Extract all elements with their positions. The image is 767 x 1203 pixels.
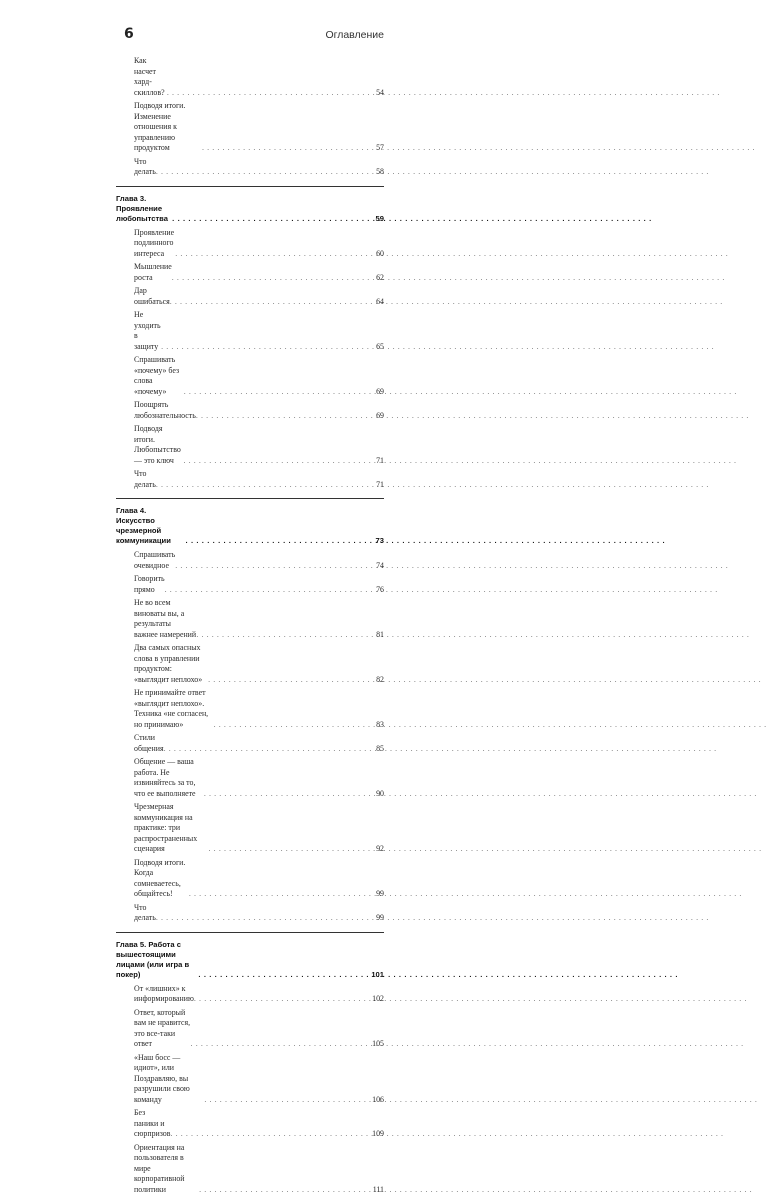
dot-leader: [183, 456, 376, 467]
toc-entry[interactable]: [116, 802, 384, 855]
entry-page: 83: [376, 720, 384, 731]
entry-title: Без паники и сюрпризов: [134, 1108, 170, 1140]
toc-entry[interactable]: [116, 469, 384, 490]
running-title: Оглавление: [325, 29, 384, 41]
dot-leader: [172, 214, 375, 224]
toc-entry[interactable]: [116, 262, 384, 283]
entry-title: Не уходить в защиту: [134, 310, 161, 352]
entry-page: 54: [376, 88, 384, 99]
toc-entry[interactable]: [116, 101, 384, 154]
entry-page: 71: [376, 480, 384, 491]
dot-leader: [204, 1095, 372, 1106]
entry-title: Ответ, который вам не нравится, это все-таки ответ: [134, 1008, 191, 1050]
dot-leader: [196, 411, 376, 422]
entry-title: Что делать: [134, 903, 156, 924]
chapter-page: 59: [376, 214, 384, 224]
page-header: [0, 26, 500, 48]
toc-section: [116, 187, 384, 499]
dot-leader: [165, 585, 376, 596]
dot-leader: [209, 844, 377, 855]
entry-page: 76: [376, 585, 384, 596]
dot-leader: [202, 143, 376, 154]
toc-entry[interactable]: [116, 757, 384, 799]
book-page: [0, 0, 500, 500]
entry-page: 105: [372, 1039, 384, 1050]
chapter-title: Глава 3. Проявление любопытства: [116, 194, 172, 224]
entry-page: 71: [376, 456, 384, 467]
toc-section: [116, 53, 384, 186]
entry-title: Не во всем виноваты вы, а результаты важнее намерений: [134, 598, 196, 640]
entry-title: Подводя итоги. Изменение отношения к управлению продуктом: [134, 101, 202, 154]
dot-leader: [170, 297, 376, 308]
chapter-page: 73: [376, 536, 384, 546]
dot-leader: [208, 675, 376, 686]
entry-title: Спрашивать очевидное: [134, 550, 175, 571]
entry-title: Дар ошибаться: [134, 286, 170, 307]
chapter-heading[interactable]: [116, 190, 384, 228]
dot-leader: [194, 994, 372, 1005]
toc-entry[interactable]: [116, 286, 384, 307]
dot-leader: [156, 480, 376, 491]
dot-leader: [156, 913, 376, 924]
dot-leader: [199, 1185, 373, 1196]
entry-page: 99: [376, 889, 384, 900]
chapter-heading[interactable]: [116, 936, 384, 984]
page-number: 6: [124, 26, 134, 42]
entry-title: Как насчет хард-скиллов?: [134, 56, 167, 98]
chapter-title: Глава 5. Работа с вышестоящими лицами (или игра в покер): [116, 940, 198, 980]
toc-entry[interactable]: [116, 1008, 384, 1050]
chapter-heading[interactable]: [116, 502, 384, 550]
chapter-page: 101: [371, 970, 384, 980]
entry-page: 65: [376, 342, 384, 353]
toc-entry[interactable]: [116, 157, 384, 178]
dot-leader: [175, 249, 376, 260]
entry-title: Что делать: [134, 157, 156, 178]
dot-leader: [184, 387, 376, 398]
toc-entry[interactable]: [116, 903, 384, 924]
entry-title: Проявление подлинного интереса: [134, 228, 175, 260]
entry-page: 81: [376, 630, 384, 641]
toc-entry[interactable]: [116, 228, 384, 260]
entry-page: 82: [376, 675, 384, 686]
dot-leader: [167, 88, 376, 99]
entry-page: 69: [376, 387, 384, 398]
entry-title: Подводя итоги. Любопытство — это ключ: [134, 424, 183, 466]
entry-title: От «лишних» к информированию: [134, 984, 194, 1005]
toc-entry[interactable]: [116, 1053, 384, 1106]
toc-entry[interactable]: [116, 688, 384, 730]
dot-leader: [204, 789, 376, 800]
toc-entry[interactable]: [116, 550, 384, 571]
entry-page: 57: [376, 143, 384, 154]
toc-section: [116, 499, 384, 932]
entry-title: «Наш босс — идиот», или Поздравляю, вы разрушили свою команду: [134, 1053, 204, 1106]
entry-title: Что делать: [134, 469, 156, 490]
toc-section: [116, 933, 384, 1203]
entry-page: 62: [376, 273, 384, 284]
entry-page: 74: [376, 561, 384, 572]
toc-entry[interactable]: [116, 574, 384, 595]
dot-leader: [172, 273, 376, 284]
dot-leader: [189, 889, 376, 900]
dot-leader: [186, 536, 376, 546]
toc-entry[interactable]: [116, 858, 384, 900]
entry-title: Мышление роста: [134, 262, 172, 283]
toc-entry[interactable]: [116, 1143, 384, 1196]
entry-page: 92: [376, 844, 384, 855]
entry-page: 60: [376, 249, 384, 260]
toc-entry[interactable]: [116, 400, 384, 421]
toc-entry[interactable]: [116, 355, 384, 397]
entry-title: Чрезмерная коммуникация на практике: три распространенных сценария: [134, 802, 209, 855]
entry-page: 85: [376, 744, 384, 755]
entry-page: 69: [376, 411, 384, 422]
entry-page: 64: [376, 297, 384, 308]
entry-page: 106: [372, 1095, 384, 1106]
toc-entry[interactable]: [116, 643, 384, 685]
toc-entry[interactable]: [116, 424, 384, 466]
dot-leader: [156, 167, 376, 178]
chapter-title: Глава 4. Искусство чрезмерной коммуникации: [116, 506, 186, 546]
entry-title: Спрашивать «почему» без слова «почему»: [134, 355, 184, 397]
entry-page: 102: [372, 994, 384, 1005]
entry-title: Не принимайте ответ «выглядит неплохо». Техника «не согласен, но принимаю»: [134, 688, 214, 730]
toc-entry[interactable]: [116, 984, 384, 1005]
toc-entry[interactable]: [116, 598, 384, 640]
entry-title: Подводя итоги. Когда сомневаетесь, общайтесь!: [134, 858, 189, 900]
dot-leader: [196, 630, 376, 641]
entry-title: Говорить прямо: [134, 574, 165, 595]
dot-leader: [214, 720, 376, 731]
toc-entry[interactable]: [116, 733, 384, 754]
entry-title: Общение — ваша работа. Не извиняйтесь за то, что ее выполняете: [134, 757, 204, 799]
dot-leader: [191, 1039, 373, 1050]
entry-title: Стили общения: [134, 733, 164, 754]
dot-leader: [175, 561, 376, 572]
toc-entry[interactable]: [116, 310, 384, 352]
dot-leader: [170, 1129, 372, 1140]
entry-title: Два самых опасных слова в управлении продуктом: «выглядит неплохо»: [134, 643, 208, 685]
dot-leader: [161, 342, 376, 353]
toc-entry[interactable]: [116, 56, 384, 98]
toc-entry[interactable]: [116, 1108, 384, 1140]
entry-title: Поощрять любознательность: [134, 400, 196, 421]
entry-page: 90: [376, 789, 384, 800]
entry-page: 99: [376, 913, 384, 924]
dot-leader: [198, 970, 371, 980]
entry-title: Ориентация на пользователя в мире корпоративной политики: [134, 1143, 199, 1196]
entry-page: 109: [372, 1129, 384, 1140]
entry-page: 58: [376, 167, 384, 178]
table-of-contents: [116, 53, 384, 1203]
dot-leader: [164, 744, 377, 755]
entry-page: 111: [373, 1185, 384, 1196]
